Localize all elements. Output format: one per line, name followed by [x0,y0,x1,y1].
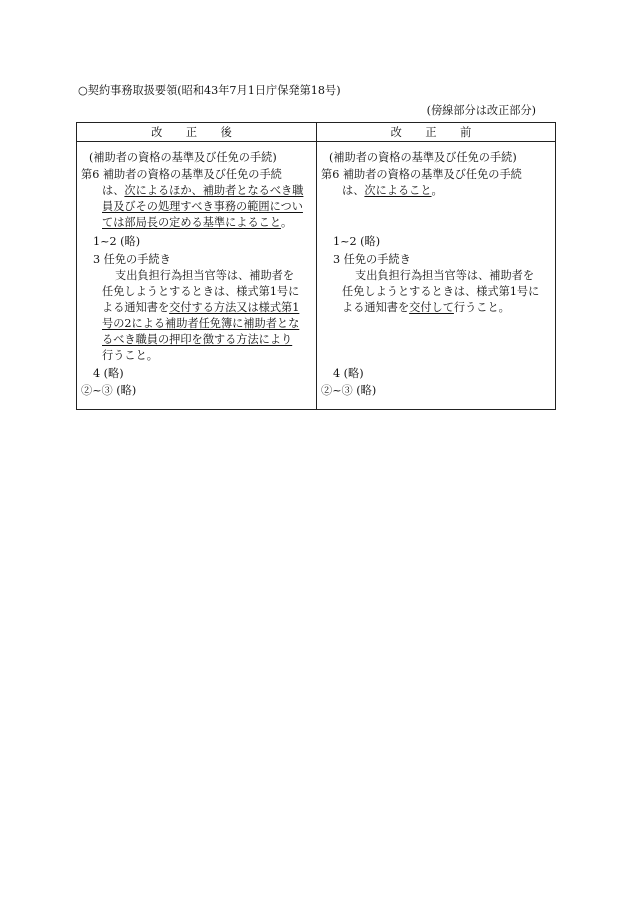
after-article6-line1: 第6 補助者の資格の基準及び任免の手続 [81,168,282,181]
before-article6-line1: 第6 補助者の資格の基準及び任免の手続 [321,168,522,181]
before-article6-line2-end: 。 [431,184,443,197]
comparison-table [76,122,556,410]
after-heading: (補助者の資格の基準及び任免の手続) [89,151,277,164]
before-item-1-2: 1~2 (略) [333,235,381,248]
after-para3-line6: 行うこと。 [102,349,158,362]
after-para3-line4: 号の2による補助者任免簿に補助者とな [102,317,300,330]
amendment-note: (傍線部分は改正部分) [426,104,536,117]
before-para3-line3-end: 行うこと。 [453,301,510,314]
before-para3-line2: 任免しようとするときは、様式第1号に [342,285,540,298]
before-article6-line2 [342,183,443,199]
after-article6-line4-underlined: ては部局長の定める基準によること [102,216,282,229]
before-item-2-3: ②~③ (略) [321,384,377,397]
after-article6-line2 [102,183,303,199]
after-para3-line1: 支出負担行為担当官等は、補助者を [115,269,295,282]
after-para3-line3-plain: よる通知書を [102,301,170,314]
after-para3-line5: るべき職員の押印を徴する方法により [102,333,293,346]
after-article6-line2-plain: は、 [102,184,125,197]
before-para3-line3-underlined: 交付して [409,301,454,314]
after-article6-line2-underlined: 次によるほか、補助者となるべき職 [124,184,304,197]
document-title: ○契約事務取扱要領(昭和43年7月1日庁保発第18号) [78,84,341,97]
after-article6-line3: 員及びその処理すべき事務の範囲につい [102,200,303,213]
before-para3-line1: 支出負担行為担当官等は、補助者を [355,269,535,282]
after-item-3: 3 任免の手続き [93,253,171,266]
after-para3-line3-underlined: 交付する方法又は様式第1 [169,301,300,314]
before-para3-line3 [342,300,510,316]
before-item-4: 4 (略) [333,367,364,380]
after-article6-line4 [102,215,292,231]
after-para3-line3 [102,300,299,316]
after-amendment-column [77,142,316,409]
after-item-2-3: ②~③ (略) [81,384,137,397]
after-para3-line2: 任免しようとするときは、様式第1号に [102,285,300,298]
before-para3-line3-plain: よる通知書を [342,301,410,314]
header-after-amendment: 改 正 後 [151,126,242,139]
header-before-amendment: 改 正 前 [390,126,482,139]
before-item-3: 3 任免の手続き [333,253,411,266]
after-article6-line4-plain: 。 [281,216,293,229]
after-item-4: 4 (略) [93,367,124,380]
before-heading: (補助者の資格の基準及び任免の手続) [329,151,517,164]
after-item-1-2: 1~2 (略) [93,235,141,248]
before-amendment-column [317,142,555,409]
before-article6-line2-underlined: 次によること [364,184,432,197]
before-article6-line2-plain: は、 [342,184,365,197]
